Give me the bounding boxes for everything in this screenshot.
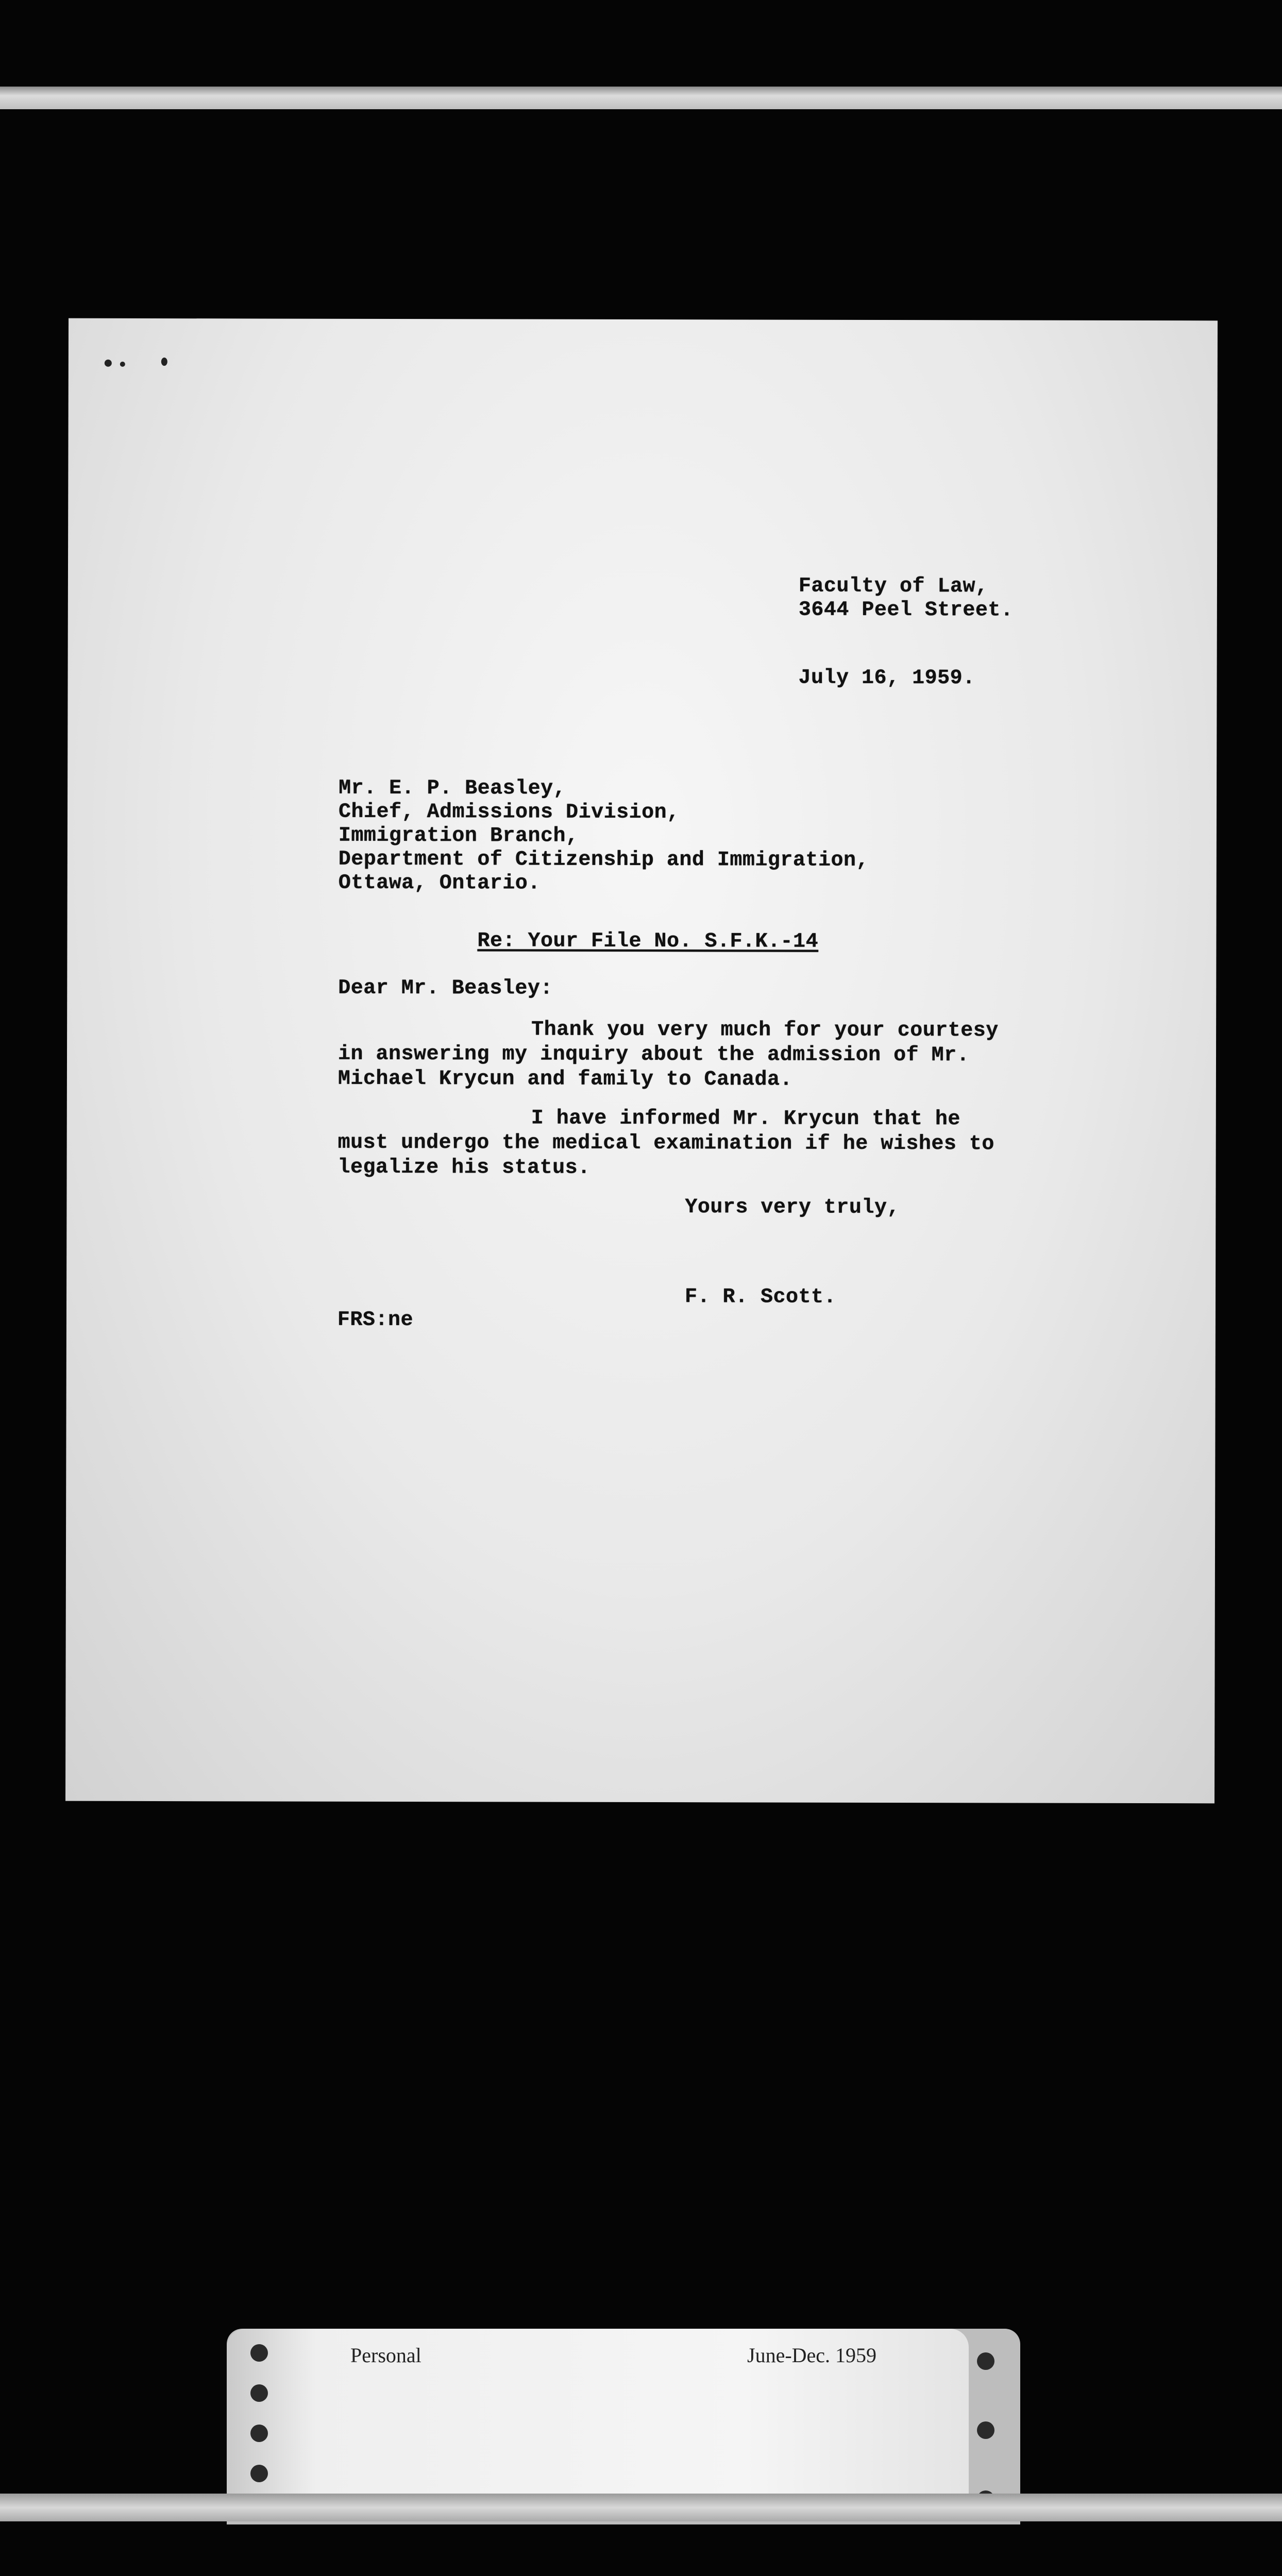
recipient-line-3: Immigration Branch, — [338, 824, 579, 848]
recipient-line-2: Chief, Admissions Division, — [338, 800, 680, 825]
recipient-line-1: Mr. E. P. Beasley, — [339, 776, 566, 801]
film-top-edge — [0, 87, 1282, 109]
letter-date: July 16, 1959. — [798, 666, 975, 690]
ink-smudge — [105, 360, 112, 367]
signature: F. R. Scott. — [684, 1285, 837, 1309]
subject-line: Re: Your File No. S.F.K.-14 — [477, 929, 819, 954]
return-address-line-1: Faculty of Law, — [798, 574, 988, 599]
closing: Yours very truly, — [685, 1196, 900, 1220]
folder-tab-label: Personal — [350, 2344, 421, 2367]
reference-initials: FRS:ne — [337, 1308, 414, 1332]
recipient-line-5: Ottawa, Ontario. — [338, 871, 541, 895]
punch-hole-right — [977, 2421, 994, 2439]
recipient-line-4: Department of Citizenship and Immigration, — [338, 848, 869, 872]
ink-smudge — [120, 362, 125, 367]
folder-tab — [227, 2329, 969, 2519]
punch-hole-left — [250, 2425, 268, 2442]
folder-tab-period: June-Dec. 1959 — [747, 2344, 877, 2367]
paragraph-2: I have informed Mr. Kryсun that he must undergo the medical examination if he wishes to legalize his status. — [338, 1107, 994, 1180]
punch-hole-left — [250, 2384, 268, 2402]
paragraph-1: Thank you very much for your courtesy in answering my inquiry about the admission of Mr. Michael Kryсun and family to Canada. — [338, 1018, 999, 1092]
ink-smudge — [161, 358, 167, 366]
punch-hole-left — [250, 2344, 268, 2362]
return-address-line-2: 3644 Peel Street. — [798, 598, 1014, 622]
salutation: Dear Mr. Beasley: — [338, 976, 553, 1001]
punch-hole-right — [977, 2352, 994, 2370]
punch-hole-left — [250, 2465, 268, 2482]
letter-page — [65, 318, 1218, 1804]
film-bottom-edge — [0, 2494, 1282, 2521]
